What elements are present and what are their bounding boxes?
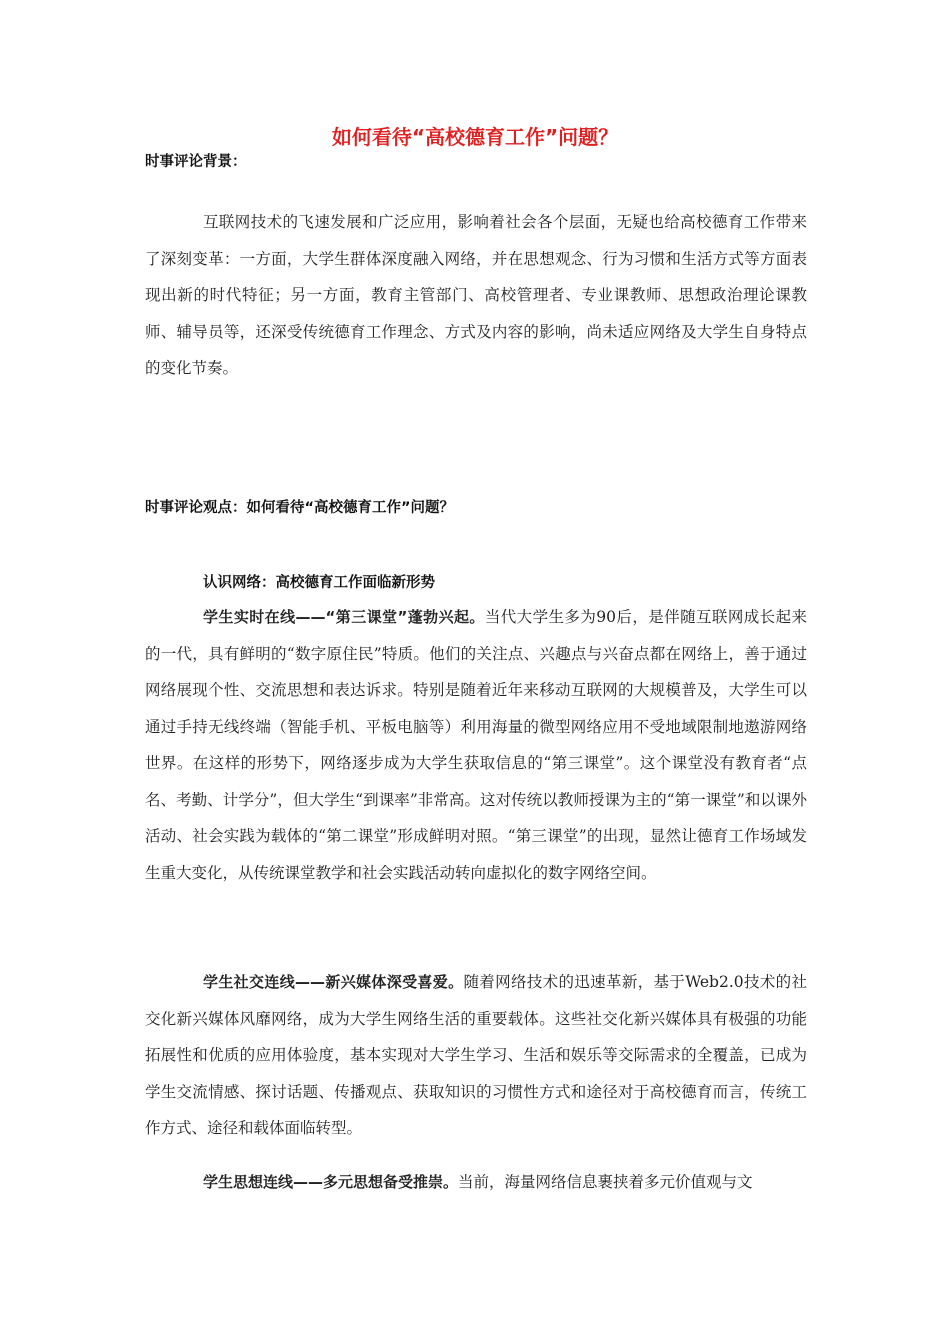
section-text-2: 随着网络技术的迅速革新，基于Web2.0技术的社交化新兴媒体风靡网络，成为大学生网络生活的重要载体。这些社交化新兴媒体具有极强的功能拓展性和优质的应用体验度，基本实现对大学生学习、生活和娱乐等交际需求的全覆盖，已成为学生交流情感、探讨话题、传播观点、获取知识的习惯性方式和途径对于高校德育而言，传统工作方式、途径和载体面临转型。 [145,973,807,1137]
section-paragraph-3 [145,1164,807,1201]
background-heading: 时事评论背景： [145,154,247,170]
viewpoint-heading: 时事评论观点：如何看待“高校德育工作”问题？ [145,500,455,516]
section-paragraph-1 [145,599,807,891]
document-title: 如何看待“高校德育工作”问题？ [331,125,619,149]
section-paragraph-2 [145,964,807,1147]
section-lead-2: 学生社交连线——新兴媒体深受喜爱。 [203,973,464,991]
viewpoint-subheading: 认识网络：高校德育工作面临新形势 [203,575,435,591]
background-paragraph: 互联网技术的飞速发展和广泛应用，影响着社会各个层面，无疑也给高校德育工作带来了深刻变革：一方面，大学生群体深度融入网络，并在思想观念、行为习惯和生活方式等方面表现出新的时代特征；另一方面，教育主管部门、高校管理者、专业课教师、思想政治理论课教师、辅导员等，还深受传统德育工作理念、方式及内容的影响，尚未适应网络及大学生自身特点的变化节奏。 [145,213,807,377]
section-text-1: 当代大学生多为90后，是伴随互联网成长起来的一代，具有鲜明的“数字原住民”特质。他们的关注点、兴趣点与兴奋点都在网络上，善于通过网络展现个性、交流思想和表达诉求。特别是随着近年来移动互联网的大规模普及，大学生可以通过手持无线终端（智能手机、平板电脑等）利用海量的微型网络应用不受地域限制地遨游网络世界。在这样的形势下，网络逐步成为大学生获取信息的“第三课堂”。这个课堂没有教育者“点名、考勤、计学分”，但大学生“到课率”非常高。这对传统以教师授课为主的“第一课堂”和以课外活动、社会实践为载体的“第二课堂”形成鲜明对照。“第三课堂”的出现，显然让德育工作场域发生重大变化，从传统课堂教学和社会实践活动转向虚拟化的数字网络空间。 [145,608,807,882]
section-lead-1: 学生实时在线——“第三课堂”蓬勃兴起。 [203,608,485,626]
section-lead-3: 学生思想连线——多元思想备受推崇。 [203,1173,459,1191]
section-text-3: 当前，海量网络信息裹挟着多元价值观与文 [458,1173,753,1191]
